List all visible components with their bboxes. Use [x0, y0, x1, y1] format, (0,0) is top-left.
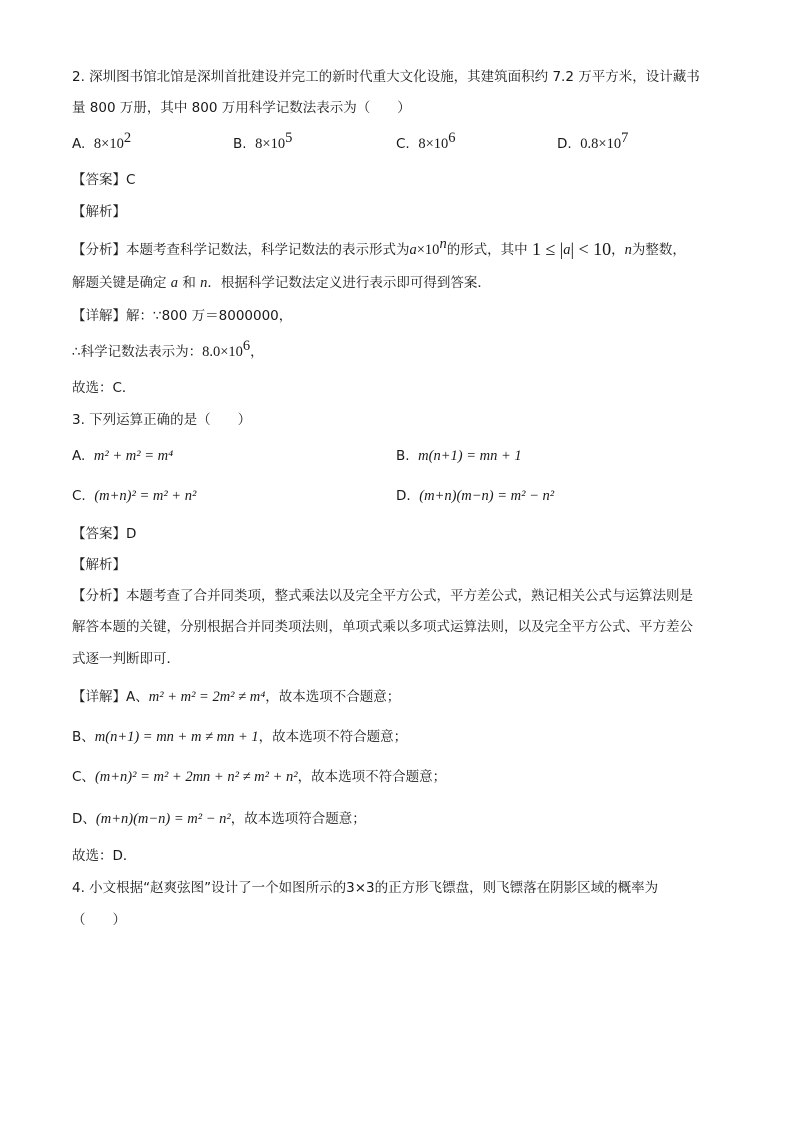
q3-fenxi-line3: 式逐一判断即可． — [72, 651, 180, 667]
q2-option-d — [557, 130, 629, 154]
q3-detail-c — [72, 767, 446, 787]
q2-choose: 故选：C． — [72, 380, 136, 396]
option-exp: 5 — [285, 130, 293, 146]
option-expr: (m+n)² = m² + n² — [94, 488, 197, 504]
q3-fenxi-line2: 解答本题的关键，分别根据合并同类项法则，单项式乘以多项式运算法则，以及完全平方公式、平方差公 — [72, 619, 693, 635]
q2-analysis-heading: 【解析】 — [72, 204, 126, 220]
detail-suffix: ，故本选项符合题意； — [230, 811, 366, 827]
math-expr: (m+n)(m−n) = m² − n² — [95, 811, 231, 827]
q2-fenxi-line2 — [72, 273, 491, 293]
math-ineq-left: 1 ≤ — [531, 239, 556, 259]
math-expr: m(n+1) = mn + m ≠ mn + 1 — [94, 729, 259, 745]
q2-stem-line2: 量 800 万册，其中 800 万用科学记数法表示为（ ） — [72, 100, 411, 116]
detail-prefix: C、 — [72, 769, 95, 785]
fenxi-text: 和 — [182, 275, 196, 291]
math-expr: 8.0×10 — [202, 344, 243, 360]
fenxi-text: 【分析】本题考查科学记数法，科学记数法的表示形式为 — [72, 242, 410, 258]
option-expr: 8×10 — [255, 136, 286, 152]
option-label: B. — [396, 448, 410, 464]
option-expr: (m+n)(m−n) = m² − n² — [419, 488, 555, 504]
q2-detail-line1: 【详解】解：∵800 万＝8000000， — [72, 308, 293, 324]
detail-suffix: ，故本选项不合题意； — [265, 689, 401, 705]
fenxi-text: 的形式，其中 — [446, 242, 528, 258]
option-label: B. — [233, 136, 247, 152]
q3-option-b — [396, 446, 522, 466]
detail-prefix: D、 — [72, 811, 96, 827]
detail-text: ， — [250, 344, 264, 360]
q3-answer: 【答案】D — [72, 526, 137, 542]
option-label: D. — [396, 488, 411, 504]
math-n: n — [624, 242, 632, 258]
fenxi-text: ， — [611, 242, 625, 258]
option-exp: 6 — [448, 130, 456, 146]
q3-option-a — [72, 446, 173, 466]
option-label: C. — [396, 136, 410, 152]
math-exp-n: n — [439, 236, 447, 252]
option-label: A. — [72, 136, 86, 152]
q4-stem-line2: （ ） — [72, 912, 126, 928]
math-times-ten: ×10 — [416, 242, 440, 258]
q4-stem-line1: 4. 小文根据“赵爽弦图”设计了一个如图所示的3×3的正方形飞镖盘，则飞镖落在阴影区域的概率为 — [72, 880, 659, 896]
detail-text: ∴科学记数法表示为： — [72, 344, 203, 360]
q2-detail-line2 — [72, 338, 264, 362]
q2-option-c — [396, 130, 456, 154]
detail-suffix: ，故本选项不符合题意； — [258, 729, 408, 745]
q2-option-b — [233, 130, 293, 154]
option-expr: 0.8×10 — [580, 136, 622, 152]
math-expr: m² + m² = 2m² ≠ m⁴ — [148, 689, 266, 705]
option-expr: m(n+1) = mn + 1 — [418, 448, 522, 464]
q3-analysis-heading: 【解析】 — [72, 557, 126, 573]
q3-choose: 故选：D． — [72, 848, 137, 864]
math-expr: (m+n)² = m² + 2mn + n² ≠ m² + n² — [94, 769, 298, 785]
math-ineq-right: < 10 — [578, 239, 612, 259]
fenxi-text: 解题关键是确定 — [72, 275, 167, 291]
math-a: a — [170, 275, 179, 291]
math-abs-a: a — [563, 242, 571, 258]
q2-option-a — [72, 130, 132, 154]
q3-option-c — [72, 486, 196, 506]
detail-prefix: 【详解】A、 — [72, 689, 149, 705]
math-exp: 6 — [242, 338, 251, 354]
q3-stem: 3. 下列运算正确的是（ ） — [72, 412, 252, 428]
q3-fenxi-line1: 【分析】本题考查了合并同类项，整式乘法以及完全平方公式，平方差公式，熟记相关公式与运算法则是 — [72, 588, 693, 604]
math-a: a — [409, 242, 417, 258]
option-expr: 8×10 — [418, 136, 449, 152]
math-n: n — [200, 275, 208, 291]
q2-stem-line1: 2. 深圳图书馆北馆是深圳首批建设并完工的新时代重大文化设施，其建筑面积约 7.2 万平方米，设计藏书 — [72, 69, 700, 85]
option-label: C. — [72, 488, 86, 504]
q3-option-d — [396, 486, 554, 506]
fenxi-text: 为整数， — [631, 242, 686, 258]
option-exp: 2 — [123, 130, 132, 146]
q3-detail-b — [72, 727, 407, 747]
fenxi-text: ．根据科学记数法定义进行表示即可得到答案． — [207, 275, 491, 291]
option-exp: 7 — [621, 130, 629, 146]
q3-detail-a — [72, 687, 400, 707]
option-label: D. — [557, 136, 572, 152]
option-expr: 8×10 — [93, 136, 124, 152]
q2-fenxi-line1: 【分析】本题考查科学记数法，科学记数法的表示形式为$a\times 10^n$的形式，其中 1 ≤ |a| < 10，n为整数， — [72, 236, 686, 259]
q2-answer: 【答案】C — [72, 172, 136, 188]
option-label: A. — [72, 448, 86, 464]
detail-prefix: B、 — [72, 729, 95, 745]
option-expr: m² + m² = m⁴ — [93, 448, 174, 464]
q3-detail-d — [72, 809, 366, 829]
detail-suffix: ，故本选项不符合题意； — [297, 769, 447, 785]
